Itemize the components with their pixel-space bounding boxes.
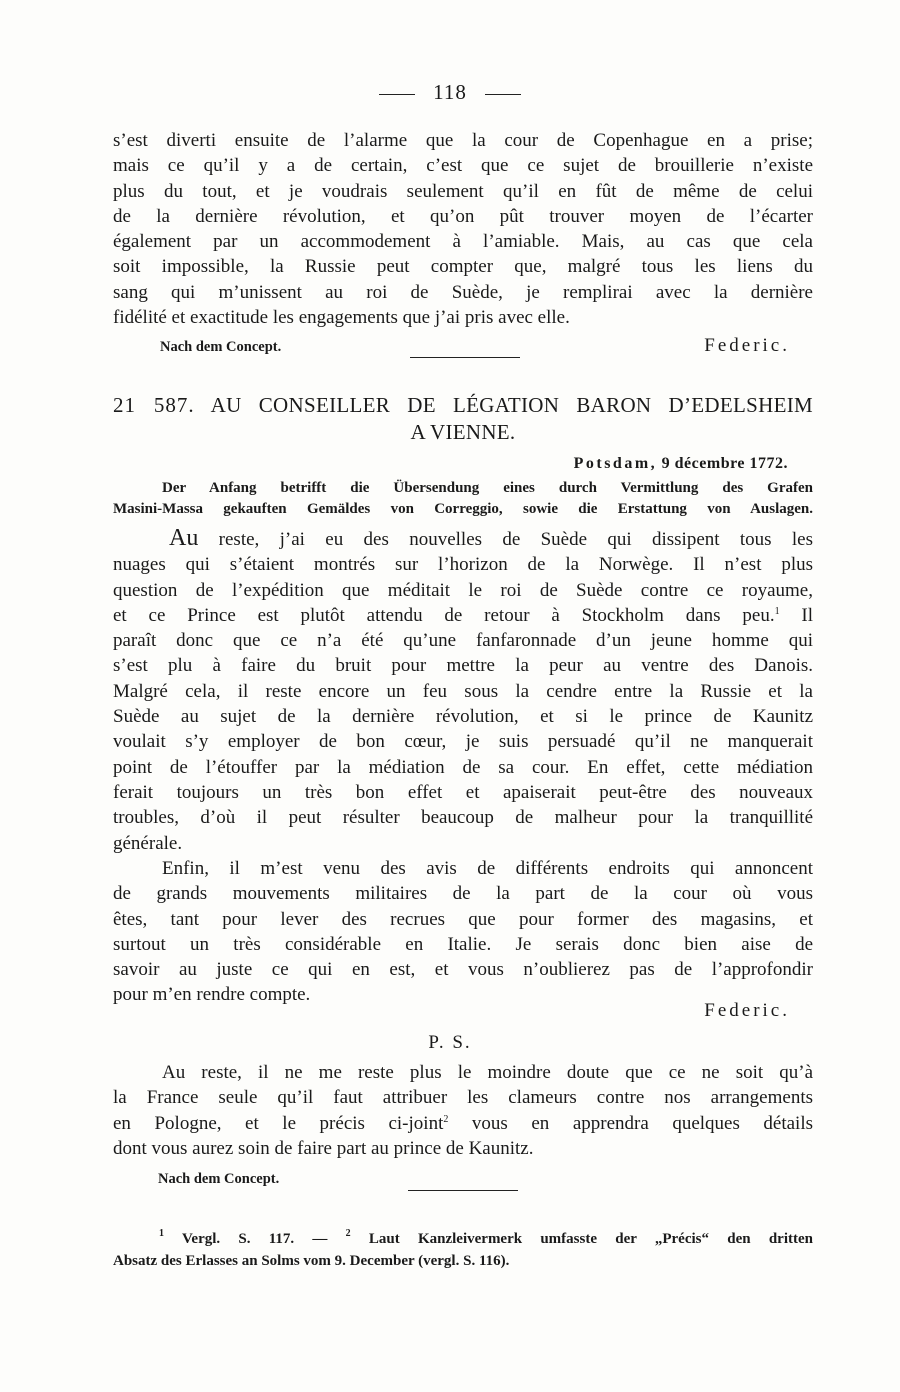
dateline bbox=[574, 451, 788, 476]
continuation-paragraph bbox=[113, 128, 813, 330]
text-span: en Pologne, et le précis ci-joint bbox=[113, 1112, 444, 1134]
page-number: 118 bbox=[433, 80, 467, 104]
text-line: êtes, tant pour lever des recrues que pour former des magasins, et bbox=[113, 908, 813, 930]
letter-recipient: AU CONSEILLER DE LÉGATION BARON D’EDELSHEIM bbox=[210, 393, 813, 417]
letter-heading bbox=[113, 392, 813, 446]
text-line: dont vous aurez soin de faire part au prince de Kaunitz. bbox=[113, 1137, 534, 1159]
text-line: de grands mouvements militaires de la part de la cour où vous bbox=[113, 883, 813, 905]
page-number-header bbox=[0, 80, 900, 105]
text-line: la France seule qu’il faut attribuer les clameurs contre nos arrangements bbox=[113, 1087, 813, 1109]
text-line: paraît donc que ce n’a été qu’une fanfaronnade d’un jeune homme qui bbox=[113, 630, 813, 652]
footnote-text: Laut Kanzleivermerk umfasste der „Précis“ den dritten bbox=[350, 1231, 813, 1247]
text-line: voulait s’y employer de bon cœur, je suis persuadé qu’il ne manquerait bbox=[113, 731, 813, 753]
footnote-marker: 2 bbox=[443, 1113, 449, 1125]
text-line: s’est diverti ensuite de l’alarme que la cour de Copenhague en a prise; bbox=[113, 130, 813, 151]
letter-paragraph-1 bbox=[113, 526, 813, 856]
text-line: Suède au sujet de la dernière révolution, et si le prince de Kaunitz bbox=[113, 706, 813, 728]
footnote-marker: 2 bbox=[345, 1228, 351, 1239]
text-line: plus du tout, et je voudrais seulement qu’il en fût de même de celui bbox=[113, 180, 813, 202]
date-place: Potsdam, bbox=[573, 455, 658, 472]
text-line: Au reste, il ne me reste plus le moindre doute que ce ne soit qu’à bbox=[162, 1062, 813, 1083]
postscript-paragraph bbox=[113, 1060, 813, 1161]
footnotes bbox=[113, 1228, 813, 1272]
text-line: également par un accommodement à l’amiable. Mais, au cas que cela bbox=[113, 231, 813, 253]
text-line bbox=[113, 1111, 813, 1136]
text-line: Enfin, il m’est venu des avis de différents endroits qui annoncent bbox=[162, 858, 813, 879]
text-line: fidélité et exactitude les engagements que j’ai pris avec elle. bbox=[113, 307, 570, 329]
initial-word: Au bbox=[169, 525, 199, 551]
footnote-line: Absatz des Erlasses an Solms vom 9. December (vergl. S. 116). bbox=[113, 1253, 510, 1269]
summary-line: Masini-Massa gekauften Gemäldes von Correggio, sowie die Erstattung von Auslagen. bbox=[113, 501, 813, 517]
text-line: question de l’expédition que méditait le roi de Suède contre ce royaume, bbox=[113, 579, 813, 601]
text-line: troubles, d’où il peut résulter beaucoup de malheur pour la tranquillité bbox=[113, 807, 813, 829]
text-line: générale. bbox=[113, 832, 183, 854]
letter-heading-line bbox=[113, 392, 813, 419]
text-span: reste, j’ai eu des nouvelles de Suède qui dissipent tous les bbox=[198, 529, 813, 550]
source-note: Nach dem Concept. bbox=[160, 339, 282, 355]
section-divider bbox=[410, 357, 520, 358]
text-line: soit impossible, la Russie peut compter que, malgré tous les liens du bbox=[113, 256, 813, 278]
text-span: Il bbox=[779, 604, 814, 626]
text-line: Malgré cela, il reste encore un feu sous la cendre entre la Russie et la bbox=[113, 680, 813, 702]
text-line bbox=[113, 526, 813, 552]
footnote-marker: 1 bbox=[774, 605, 780, 617]
text-line: ferait toujours un très bon effet et apaiserait peut-être des nouveaux bbox=[113, 781, 813, 803]
text-line: point de l’étouffer par la médiation de sa cour. En effet, cette médiation bbox=[113, 756, 813, 778]
text-line: pour m’en rendre compte. bbox=[113, 984, 311, 1006]
footnote-text: Vergl. S. 117. — bbox=[164, 1231, 346, 1247]
letter-destination: A VIENNE. bbox=[410, 420, 516, 444]
text-line: surtout un très considérable en Italie. Je serais donc bien aise de bbox=[113, 933, 813, 955]
signature: Federic. bbox=[704, 335, 790, 356]
text-line: s’est plu à faire du bruit pour mettre la peur au ventre des Danois. bbox=[113, 655, 813, 677]
letter-summary bbox=[113, 478, 813, 520]
letter-number: 21 587. bbox=[113, 393, 195, 417]
section-divider bbox=[408, 1190, 518, 1191]
summary-line: Der Anfang betrifft die Übersendung eines durch Vermittlung des Grafen bbox=[162, 480, 813, 496]
page-number-dash-left bbox=[379, 94, 415, 95]
text-line: de la dernière révolution, et qu’on pût trouver moyen de l’écarter bbox=[113, 205, 813, 227]
signature: Federic. bbox=[704, 1000, 790, 1021]
text-line bbox=[113, 603, 813, 628]
date-text: 9 décembre 1772. bbox=[661, 455, 788, 472]
page-number-dash-right bbox=[485, 94, 521, 95]
footnote-marker: 1 bbox=[159, 1228, 164, 1239]
text-span: vous en apprendra quelques détails bbox=[448, 1112, 813, 1134]
postscript-heading: P. S. bbox=[428, 1032, 472, 1053]
footnote-line bbox=[113, 1228, 813, 1250]
text-line: nuages qui s’étaient montrés sur l’horizon de la Norwège. Il n’est plus bbox=[113, 554, 813, 576]
letter-paragraph-2 bbox=[113, 856, 813, 1008]
source-note: Nach dem Concept. bbox=[158, 1171, 280, 1187]
text-span: et ce Prince est plutôt attendu de retour à Stockholm dans peu. bbox=[113, 604, 775, 626]
text-line: mais ce qu’il y a de certain, c’est que ce sujet de brouillerie n’existe bbox=[113, 155, 813, 177]
text-line: savoir au juste ce qui en est, et vous n’oublierez pas de l’approfondir bbox=[113, 959, 813, 981]
text-line: sang qui m’unissent au roi de Suède, je remplirai avec la dernière bbox=[113, 281, 813, 303]
